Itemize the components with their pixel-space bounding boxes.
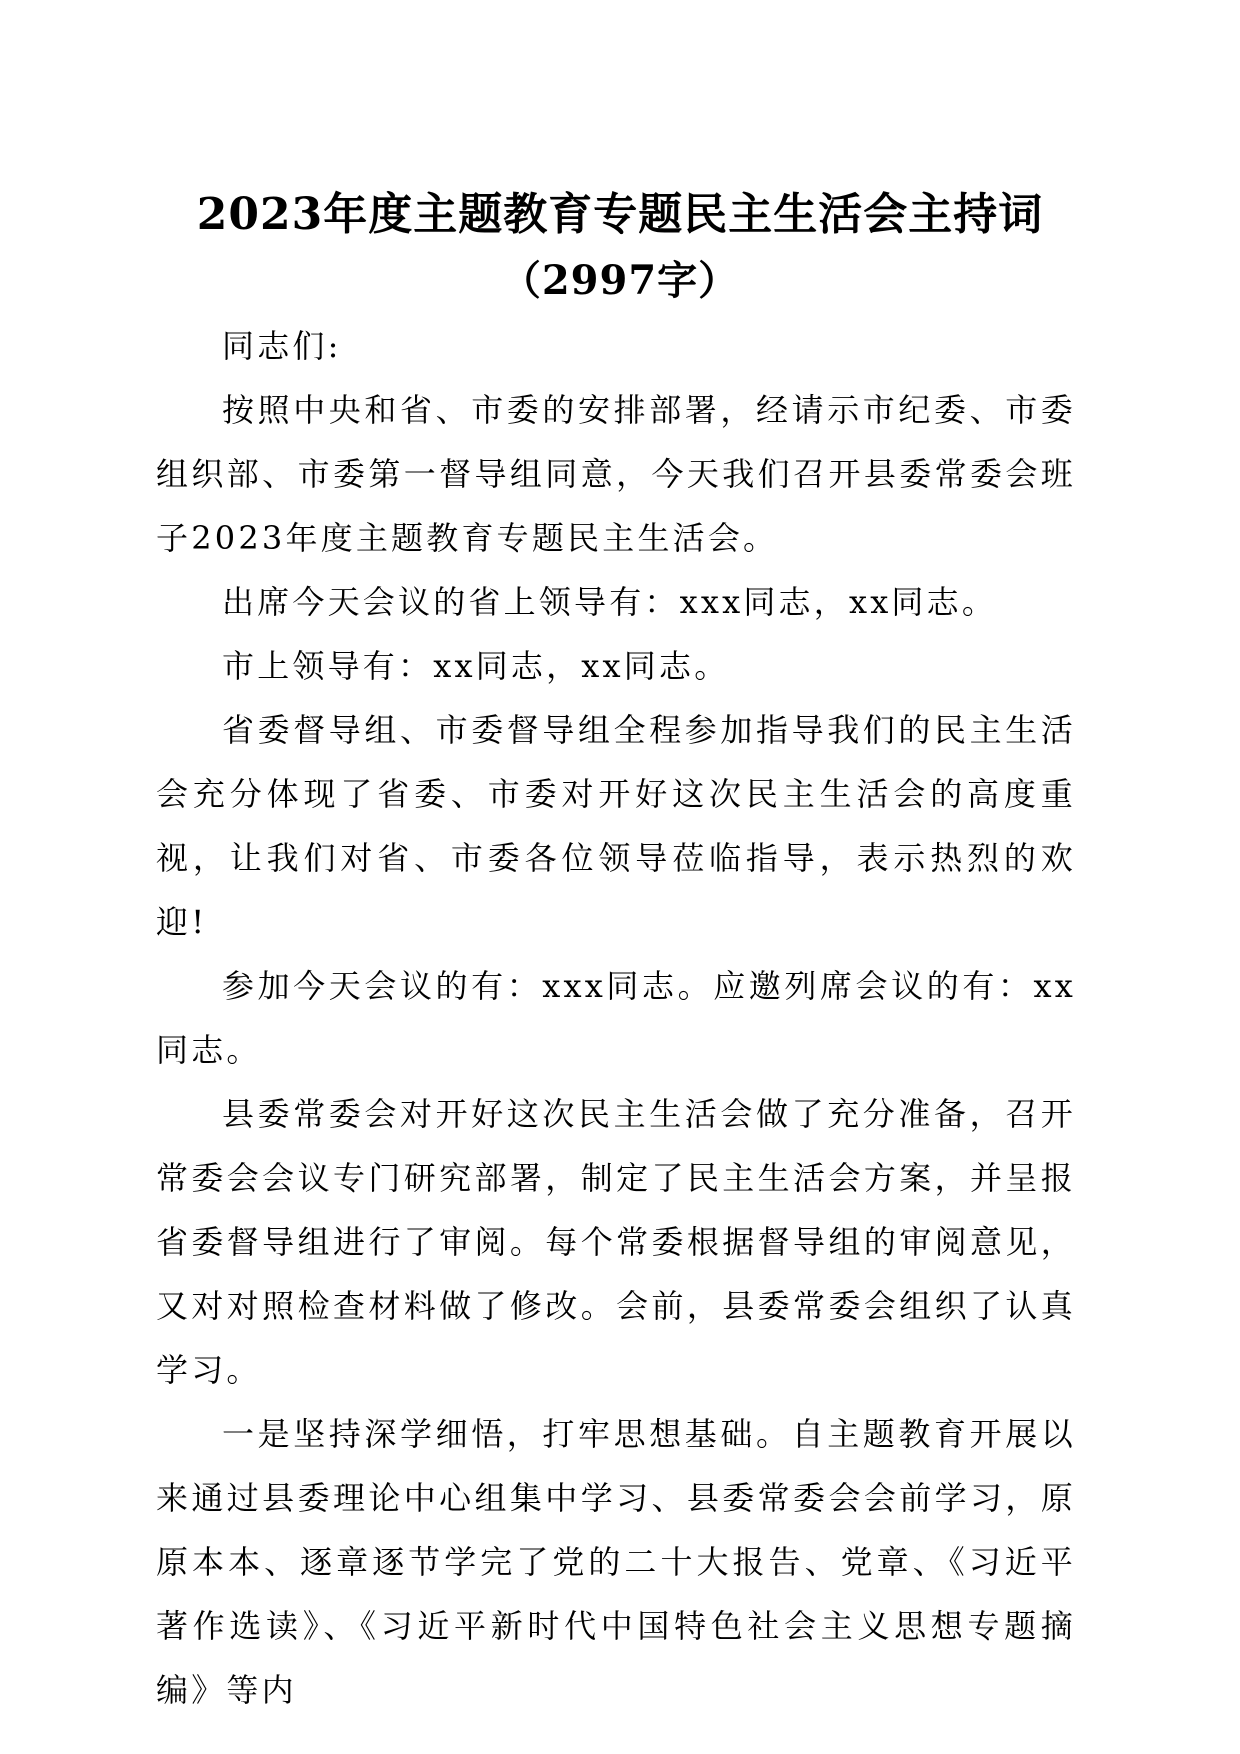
salutation: 同志们: bbox=[222, 327, 342, 365]
word-count-subtitle: （2997字） bbox=[500, 257, 740, 304]
paragraph-intro: 按照中央和省、市委的安排部署，经请示市纪委、市委组织部、市委第一督导组同意，今天我们召开县委常委会班子2023年度主题教育专题民主生活会。 bbox=[156, 391, 1076, 557]
title-block bbox=[120, 182, 1120, 314]
paragraph-welcome: 省委督导组、市委督导组全程参加指导我们的民主生活会充分体现了省委、市委对开好这次民主生活会的高度重视，让我们对省、市委各位领导莅临指导，表示热烈的欢迎! bbox=[156, 711, 1076, 941]
document-title: 2023年度主题教育专题民主生活会主持词 bbox=[196, 189, 1044, 240]
paragraph-attendees: 参加今天会议的有：xxx同志。应邀列席会议的有：xx同志。 bbox=[156, 967, 1076, 1069]
paragraph-study: 一是坚持深学细悟，打牢思想基础。自主题教育开展以来通过县委理论中心组集中学习、县委常委会会前学习，原原本本、逐章逐节学完了党的二十大报告、党章、《习近平著作选读》、《习近平新时代中国特色社会主义思想专题摘编》等内 bbox=[156, 1415, 1076, 1709]
paragraph-preparation: 县委常委会对开好这次民主生活会做了充分准备，召开常委会会议专门研究部署，制定了民主生活会方案，并呈报省委督导组进行了审阅。每个常委根据督导组的审阅意见，又对对照检查材料做了修改。会前，县委常委会组织了认真学习。 bbox=[156, 1095, 1076, 1389]
paragraph-city-leaders: 市上领导有：xx同志，xx同志。 bbox=[222, 647, 730, 685]
paragraph-provincial-leaders: 出席今天会议的省上领导有：xxx同志，xx同志。 bbox=[222, 583, 998, 621]
document-body bbox=[156, 314, 1076, 1722]
